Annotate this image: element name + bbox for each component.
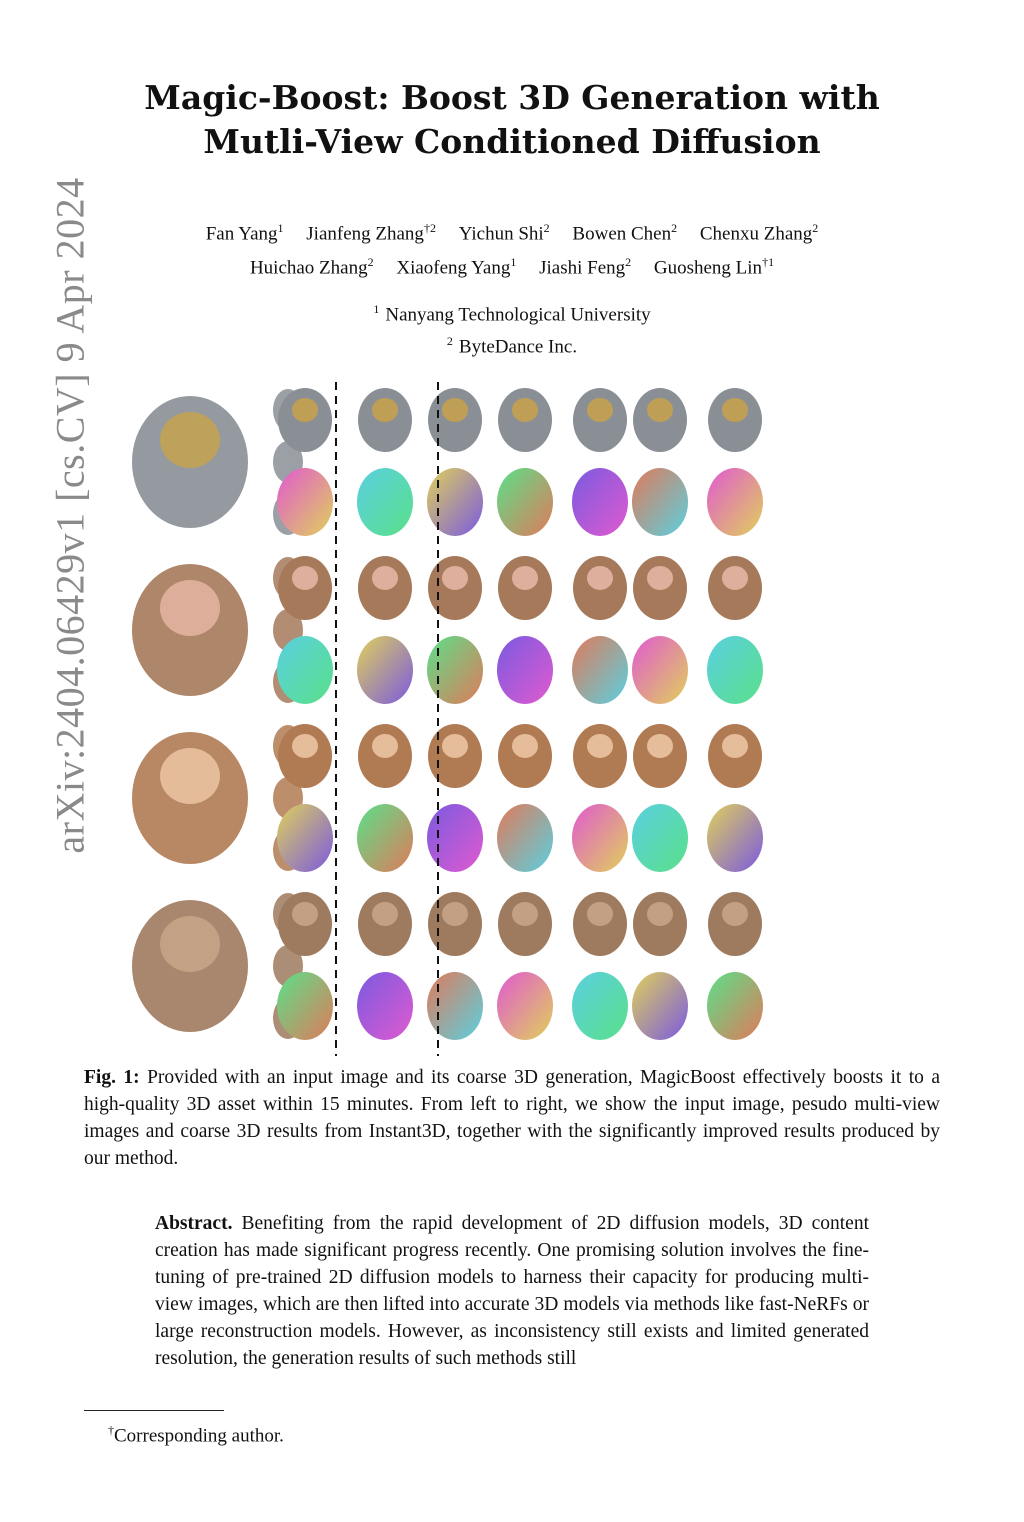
author: Jiashi Feng$^2$ — [539, 255, 632, 279]
render-detail — [722, 398, 748, 422]
footnote-text: Corresponding author. — [114, 1425, 284, 1447]
input-image-detail — [160, 748, 220, 804]
render-detail — [587, 902, 613, 926]
input-image-detail — [160, 916, 220, 972]
render-detail — [722, 902, 748, 926]
coarse-normal-map — [277, 468, 333, 536]
render-detail — [512, 566, 538, 590]
render-detail — [647, 566, 673, 590]
render-detail — [647, 734, 673, 758]
boosted-normal-map — [357, 636, 413, 704]
figure-caption — [84, 1064, 940, 1172]
author-line-2 — [90, 248, 934, 282]
teaser-figure — [120, 380, 910, 1060]
render-detail — [647, 902, 673, 926]
render-detail — [647, 398, 673, 422]
render-detail — [512, 902, 538, 926]
caption-label: Fig. 1: — [84, 1067, 140, 1088]
render-detail — [292, 566, 318, 590]
boosted-normal-map — [572, 804, 628, 872]
render-detail — [292, 734, 318, 758]
boosted-normal-map — [427, 636, 483, 704]
coarse-normal-map — [277, 804, 333, 872]
render-detail — [372, 398, 398, 422]
render-detail — [372, 734, 398, 758]
footnote: †Corresponding author. — [108, 1423, 284, 1447]
boosted-normal-map — [632, 804, 688, 872]
render-detail — [722, 734, 748, 758]
author: Fan Yang$^1$ — [205, 221, 284, 245]
render-detail — [372, 902, 398, 926]
affiliation: $^1$ Nanyang Technological University — [373, 302, 651, 326]
boosted-normal-map — [357, 468, 413, 536]
boosted-normal-map — [497, 972, 553, 1040]
render-detail — [442, 566, 468, 590]
paper-title — [100, 76, 924, 164]
boosted-normal-map — [572, 636, 628, 704]
footnote-rule — [84, 1410, 224, 1411]
author: Chenxu Zhang$^2$ — [699, 221, 819, 245]
coarse-normal-map — [277, 972, 333, 1040]
input-image-detail — [160, 412, 220, 468]
boosted-normal-map — [497, 804, 553, 872]
render-detail — [722, 566, 748, 590]
boosted-normal-map — [632, 636, 688, 704]
arxiv-stamp-text: arXiv:2404.06429v1 [cs.CV] 9 Apr 2024 — [47, 176, 93, 854]
render-detail — [587, 398, 613, 422]
author: Xiaofeng Yang$^1$ — [396, 255, 517, 279]
author: Jianfeng Zhang$^{\dagger 2}$ — [306, 221, 436, 245]
render-detail — [292, 902, 318, 926]
abstract-label: Abstract. — [155, 1213, 233, 1234]
author: Huichao Zhang$^2$ — [249, 255, 374, 279]
boosted-normal-map — [427, 972, 483, 1040]
render-detail — [442, 902, 468, 926]
boosted-normal-map — [707, 972, 763, 1040]
boosted-normal-map — [427, 804, 483, 872]
affiliation-list — [100, 296, 924, 361]
author-list — [90, 214, 934, 283]
boosted-normal-map — [707, 804, 763, 872]
boosted-normal-map — [497, 636, 553, 704]
render-detail — [442, 398, 468, 422]
author-line-1 — [90, 214, 934, 248]
render-detail — [587, 566, 613, 590]
author: Yichun Shi$^2$ — [458, 221, 550, 245]
render-detail — [442, 734, 468, 758]
render-detail — [587, 734, 613, 758]
render-detail — [292, 398, 318, 422]
boosted-normal-map — [572, 468, 628, 536]
boosted-normal-map — [427, 468, 483, 536]
abstract-text: Benefiting from the rapid development of 2D diffusion models, 3D content creation has made significant progress recently. One promising solution involves the fine-tuning of pre-trained 2D diffusion models to harness their capacity for producing multi-view images, which are then lifted into accurate 3D models via methods like fast-NeRFs or large reconstruction models. However, as inconsistency still exists and limited generated resolution, the generation results of such methods still — [155, 1213, 869, 1369]
boosted-normal-map — [572, 972, 628, 1040]
teaser-figure-graphic — [120, 380, 910, 1060]
render-detail — [372, 566, 398, 590]
title-line-2: Mutli-View Conditioned Diffusion — [203, 122, 821, 161]
boosted-normal-map — [632, 972, 688, 1040]
boosted-normal-map — [632, 468, 688, 536]
boosted-normal-map — [357, 804, 413, 872]
boosted-normal-map — [357, 972, 413, 1040]
coarse-normal-map — [277, 636, 333, 704]
render-detail — [512, 398, 538, 422]
input-image-detail — [160, 580, 220, 636]
boosted-normal-map — [707, 468, 763, 536]
abstract — [155, 1210, 869, 1372]
caption-text: Provided with an input image and its coarse 3D generation, MagicBoost effectively boosts it to a high-quality 3D asset within 15 minutes. From left to right, we show the input image, pesudo multi-view images and coarse 3D results from Instant3D, together with the significantly improved results produced by our method. — [84, 1067, 941, 1169]
title-line-1: Magic-Boost: Boost 3D Generation with — [144, 78, 880, 117]
affiliation: $^2$ ByteDance Inc. — [446, 334, 578, 358]
boosted-normal-map — [497, 468, 553, 536]
author: Bowen Chen$^2$ — [572, 221, 678, 245]
author: Guosheng Lin$^{\dagger 1}$ — [653, 255, 775, 279]
render-detail — [512, 734, 538, 758]
boosted-normal-map — [707, 636, 763, 704]
